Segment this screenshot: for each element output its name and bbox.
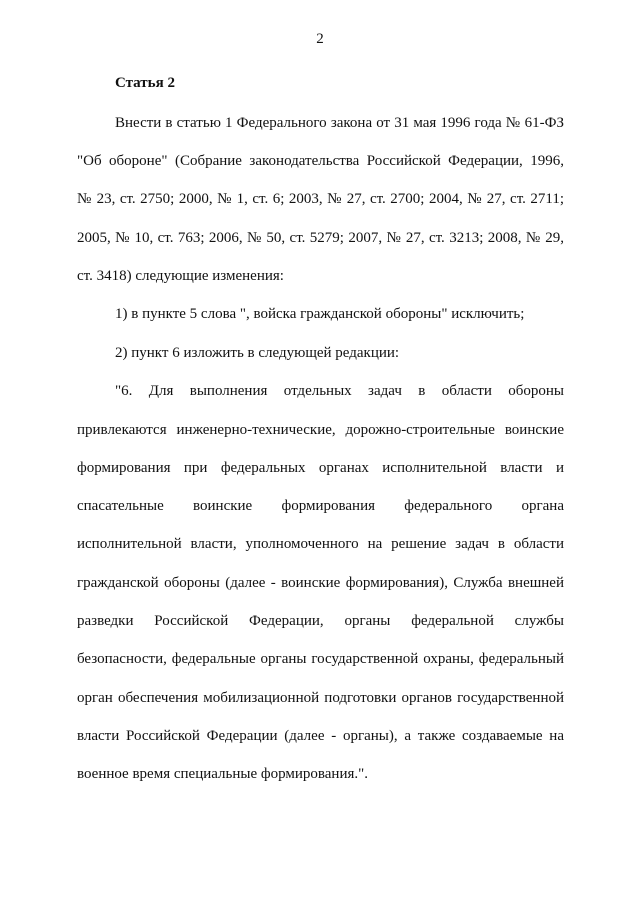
text-line: "6. Для выполнения отдельных задач в области обороны xyxy=(115,383,564,399)
text-line: безопасности, федеральные органы государственной охраны, федеральный xyxy=(77,651,564,667)
text-line: формирования при федеральных органах исполнительной власти и xyxy=(77,460,564,476)
text-line: привлекаются инженерно-технические, дорожно-строительные воинские xyxy=(77,422,564,438)
text-line: 2005, № 10, ст. 763; 2006, № 50, ст. 5279; 2007, № 27, ст. 3213; 2008, № 29, xyxy=(77,230,564,246)
text-line: Внести в статью 1 Федерального закона от 31 мая 1996 года № 61-ФЗ xyxy=(115,115,564,131)
text-line: гражданской обороны (далее - воинские формирования), Служба внешней xyxy=(77,575,564,591)
text-line: 2) пункт 6 изложить в следующей редакции: xyxy=(115,345,400,361)
text-line: "Об обороне" (Собрание законодательства Российской Федерации, 1996, xyxy=(77,153,564,169)
text-line: спасательные воинские формирования федерального органа xyxy=(77,498,564,514)
text-line: военное время специальные формирования.". xyxy=(77,766,369,782)
text-line: власти Российской Федерации (далее - органы), а также создаваемые на xyxy=(77,728,564,744)
text-line: 1) в пункте 5 слова ", войска гражданской обороны" исключить; xyxy=(115,306,525,322)
text-line: разведки Российской Федерации, органы федеральной службы xyxy=(77,613,564,629)
page-number: 2 xyxy=(316,31,324,47)
text-line: орган обеспечения мобилизационной подготовки органов государственной xyxy=(77,690,564,706)
text-line: ст. 3418) следующие изменения: xyxy=(77,268,284,284)
text-line: № 23, ст. 2750; 2000, № 1, ст. 6; 2003, № 27, ст. 2700; 2004, № 27, ст. 2711; xyxy=(77,191,564,207)
article-title: Статья 2 xyxy=(115,75,175,91)
text-line: исполнительной власти, уполномоченного на решение задач в области xyxy=(77,536,564,552)
